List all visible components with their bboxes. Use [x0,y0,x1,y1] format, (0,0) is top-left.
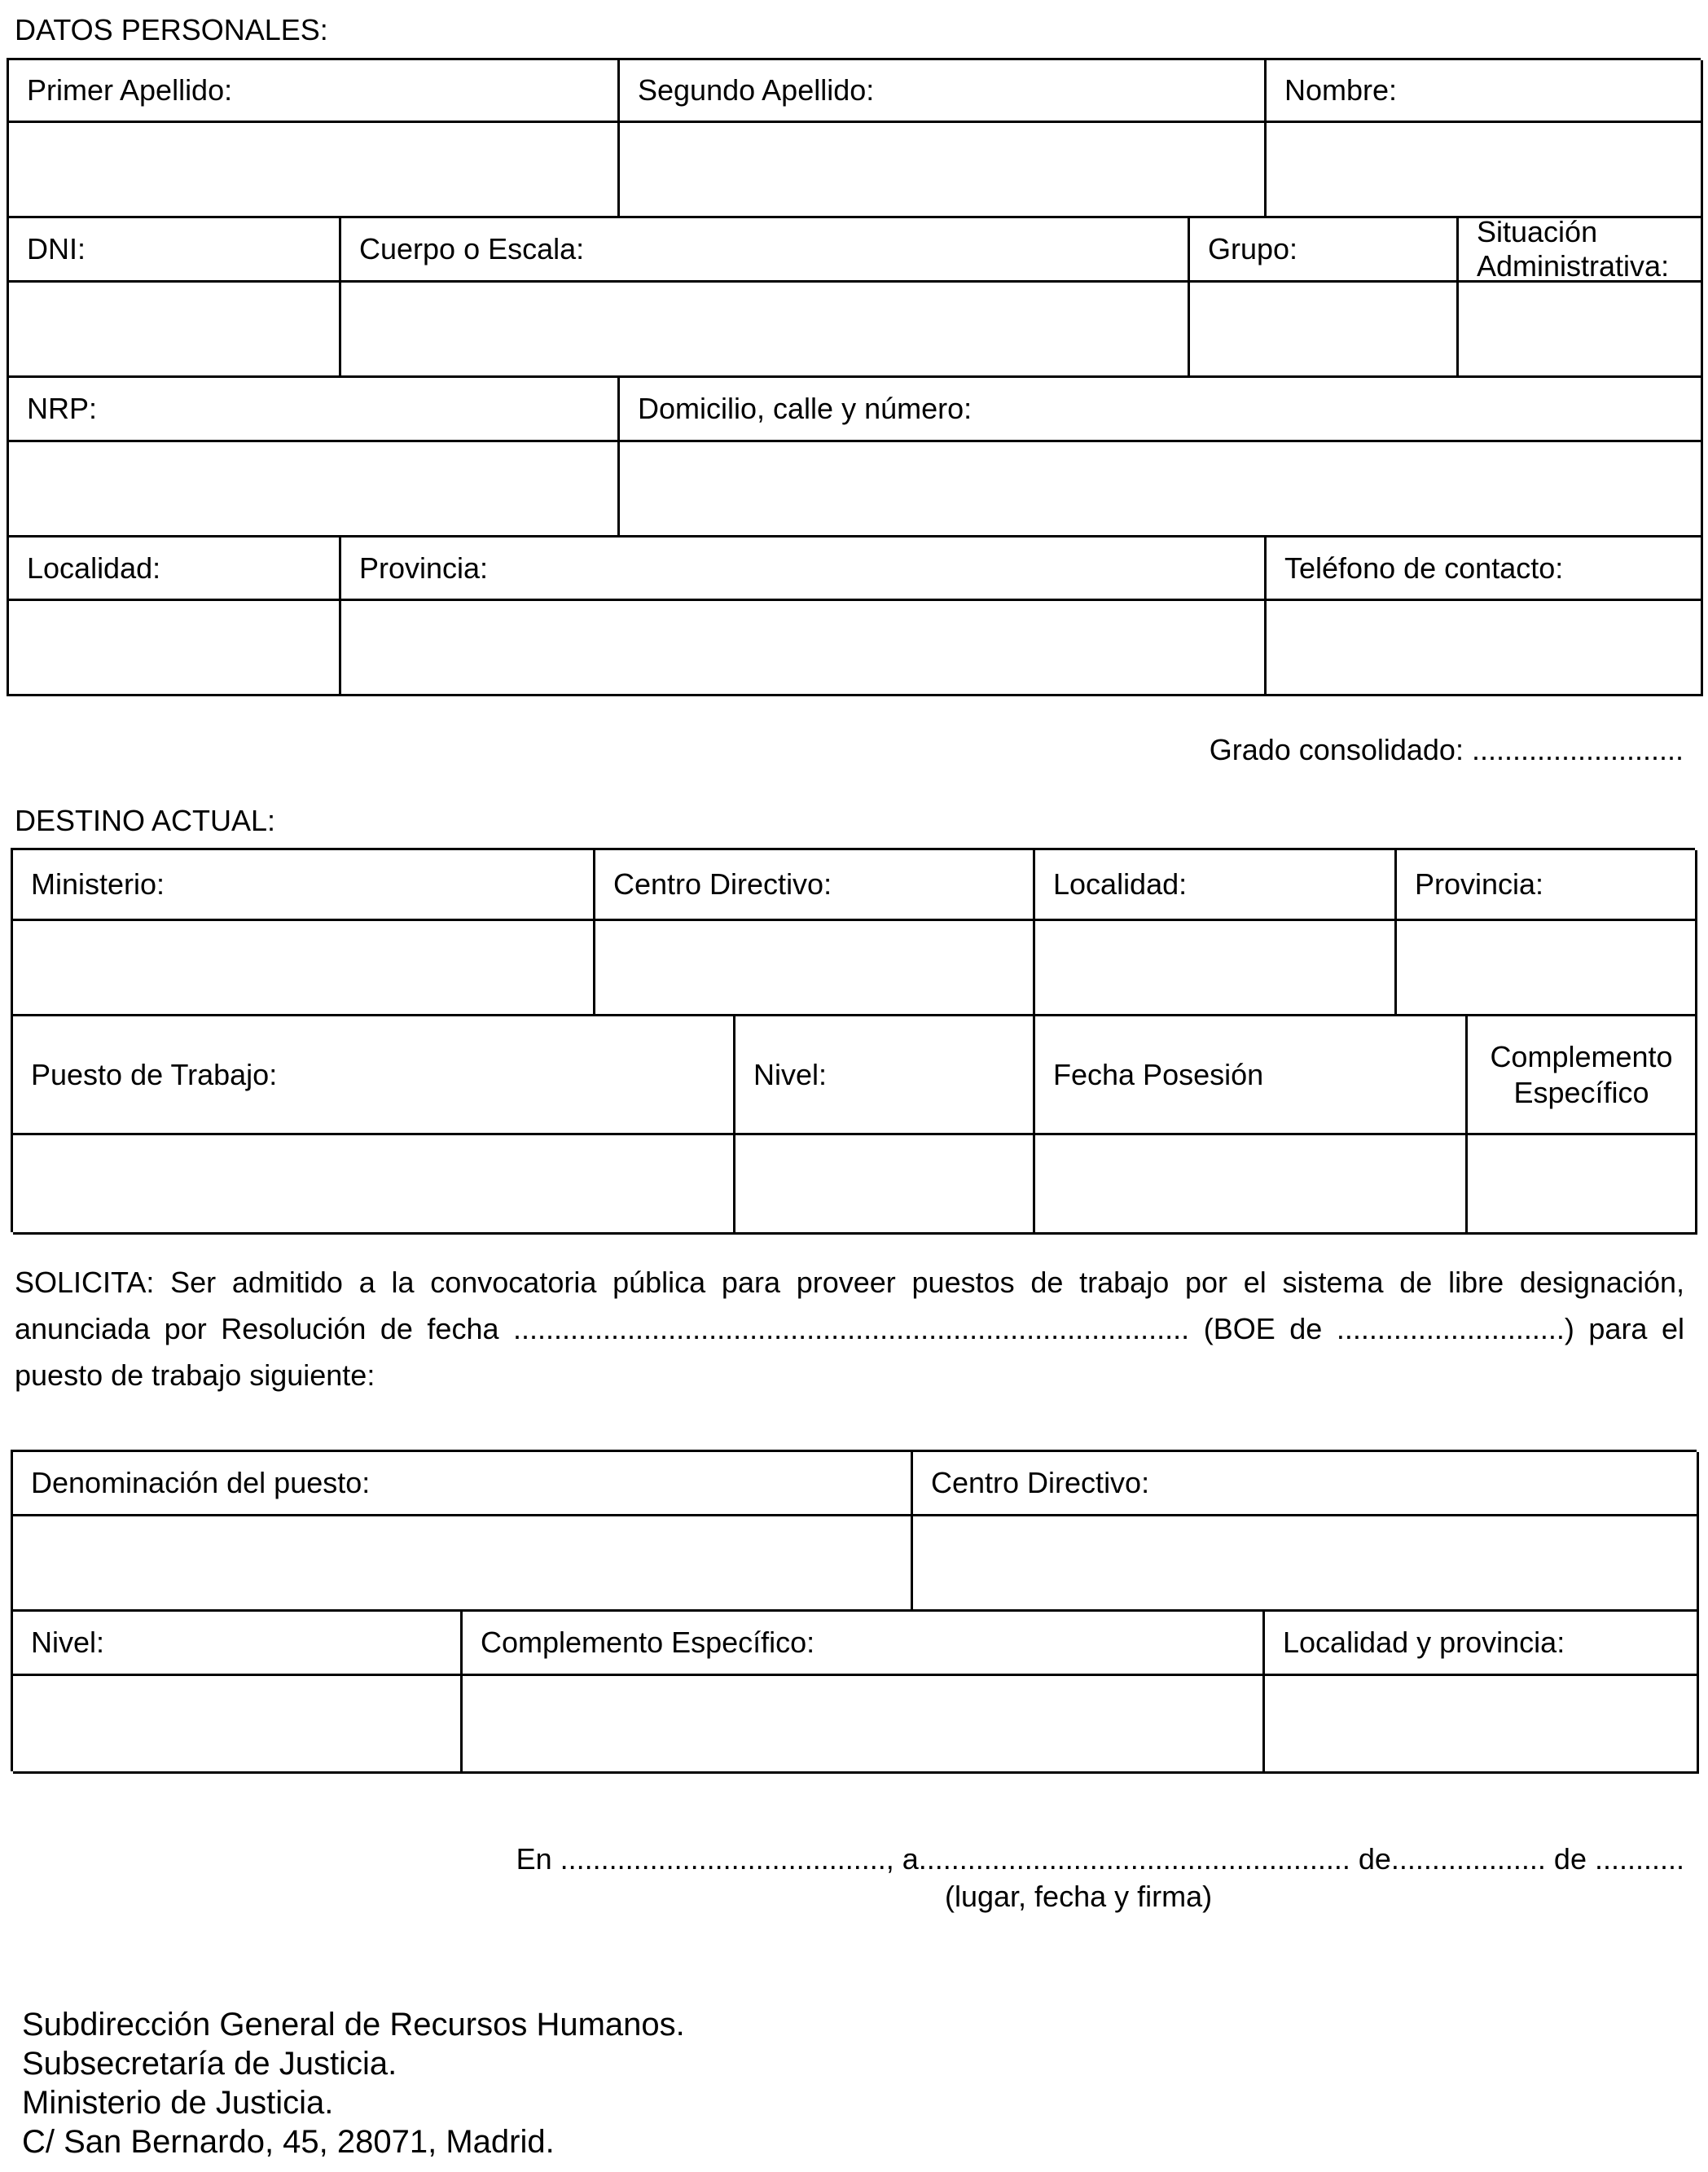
fecha-posesion-label: Fecha Posesión [1035,1016,1468,1135]
address-line: Subdirección General de Recursos Humanos. [22,2007,685,2043]
telefono-label: Teléfono de contacto: [1267,538,1703,601]
destino-localidad-label: Localidad: [1035,850,1397,921]
complemento-especifico-label [1468,1016,1697,1135]
complemento-line2: Específico [1513,1075,1649,1109]
grado-consolidado: Grado consolidado: .......................... [1209,733,1684,766]
datos-personales-title: DATOS PERSONALES: [15,13,328,46]
puesto-complemento-field[interactable] [463,1676,1265,1774]
domicilio-field[interactable] [620,442,1703,538]
ministerio-field[interactable] [13,921,595,1016]
dni-field[interactable] [9,283,341,378]
segundo-apellido-field[interactable] [620,123,1267,218]
destino-actual-title: DESTINO ACTUAL: [15,804,276,837]
complemento-especifico-field[interactable] [1468,1135,1697,1235]
segundo-apellido-label: Segundo Apellido: [620,60,1267,123]
nrp-field[interactable] [9,442,620,538]
primer-apellido-label: Primer Apellido: [9,60,620,123]
localidad-label: Localidad: [9,538,341,601]
destino-provincia-field[interactable] [1397,921,1697,1016]
centro-directivo-field[interactable] [595,921,1035,1016]
nivel-label: Nivel: [735,1016,1035,1135]
puesto-solicitado-table [11,1450,1697,1771]
puesto-trabajo-label: Puesto de Trabajo: [13,1016,735,1135]
destino-actual-table [11,848,1695,1232]
lugar-fecha-caption: (lugar, fecha y firma) [945,1880,1213,1913]
puesto-centro-directivo-field[interactable] [913,1516,1699,1612]
cuerpo-escala-label: Cuerpo o Escala: [341,218,1190,283]
solicita-paragraph: SOLICITA: Ser admitido a la convocatoria pública para proveer puestos de trabajo por el sistema de libre designación, anunciada por Resolución de fecha ................................................................................... (BOE de ............................) para el puesto de trabajo siguiente: [15,1266,1684,1392]
provincia-label: Provincia: [341,538,1267,601]
lugar-fecha-line: En ........................................, a..................................................... de................... de ........... [516,1842,1684,1876]
nrp-label: NRP: [9,378,620,442]
domicilio-label: Domicilio, calle y número: [620,378,1703,442]
address-line: C/ San Bernardo, 45, 28071, Madrid. [22,2124,555,2160]
centro-directivo-label: Centro Directivo: [595,850,1035,921]
localidad-field[interactable] [9,601,341,696]
provincia-field[interactable] [341,601,1267,696]
address-line: Subsecretaría de Justicia. [22,2046,397,2082]
primer-apellido-field[interactable] [9,123,620,218]
complemento-line1: Complemento [1490,1039,1673,1073]
telefono-field[interactable] [1267,601,1703,696]
grupo-label: Grupo: [1190,218,1459,283]
puesto-nivel-field[interactable] [13,1676,463,1774]
puesto-complemento-label: Complemento Específico: [463,1612,1265,1676]
localidad-provincia-field[interactable] [1265,1676,1699,1774]
fecha-posesion-field[interactable] [1035,1135,1468,1235]
puesto-nivel-label: Nivel: [13,1612,463,1676]
address-block [22,2005,685,2161]
destino-localidad-field[interactable] [1035,921,1397,1016]
nivel-field[interactable] [735,1135,1035,1235]
puesto-trabajo-field[interactable] [13,1135,735,1235]
denominacion-puesto-field[interactable] [13,1516,913,1612]
denominacion-puesto-label: Denominación del puesto: [13,1452,913,1516]
nombre-label: Nombre: [1267,60,1703,123]
address-line: Ministerio de Justicia. [22,2085,334,2121]
ministerio-label: Ministerio: [13,850,595,921]
localidad-provincia-label: Localidad y provincia: [1265,1612,1699,1676]
datos-personales-table [7,58,1701,696]
situacion-administrativa-field[interactable] [1459,283,1703,378]
puesto-centro-directivo-label: Centro Directivo: [913,1452,1699,1516]
nombre-field[interactable] [1267,123,1703,218]
grupo-field[interactable] [1190,283,1459,378]
destino-provincia-label: Provincia: [1397,850,1697,921]
situacion-administrativa-label: Situación Administrativa: [1459,218,1703,283]
dni-label: DNI: [9,218,341,283]
cuerpo-escala-field[interactable] [341,283,1190,378]
